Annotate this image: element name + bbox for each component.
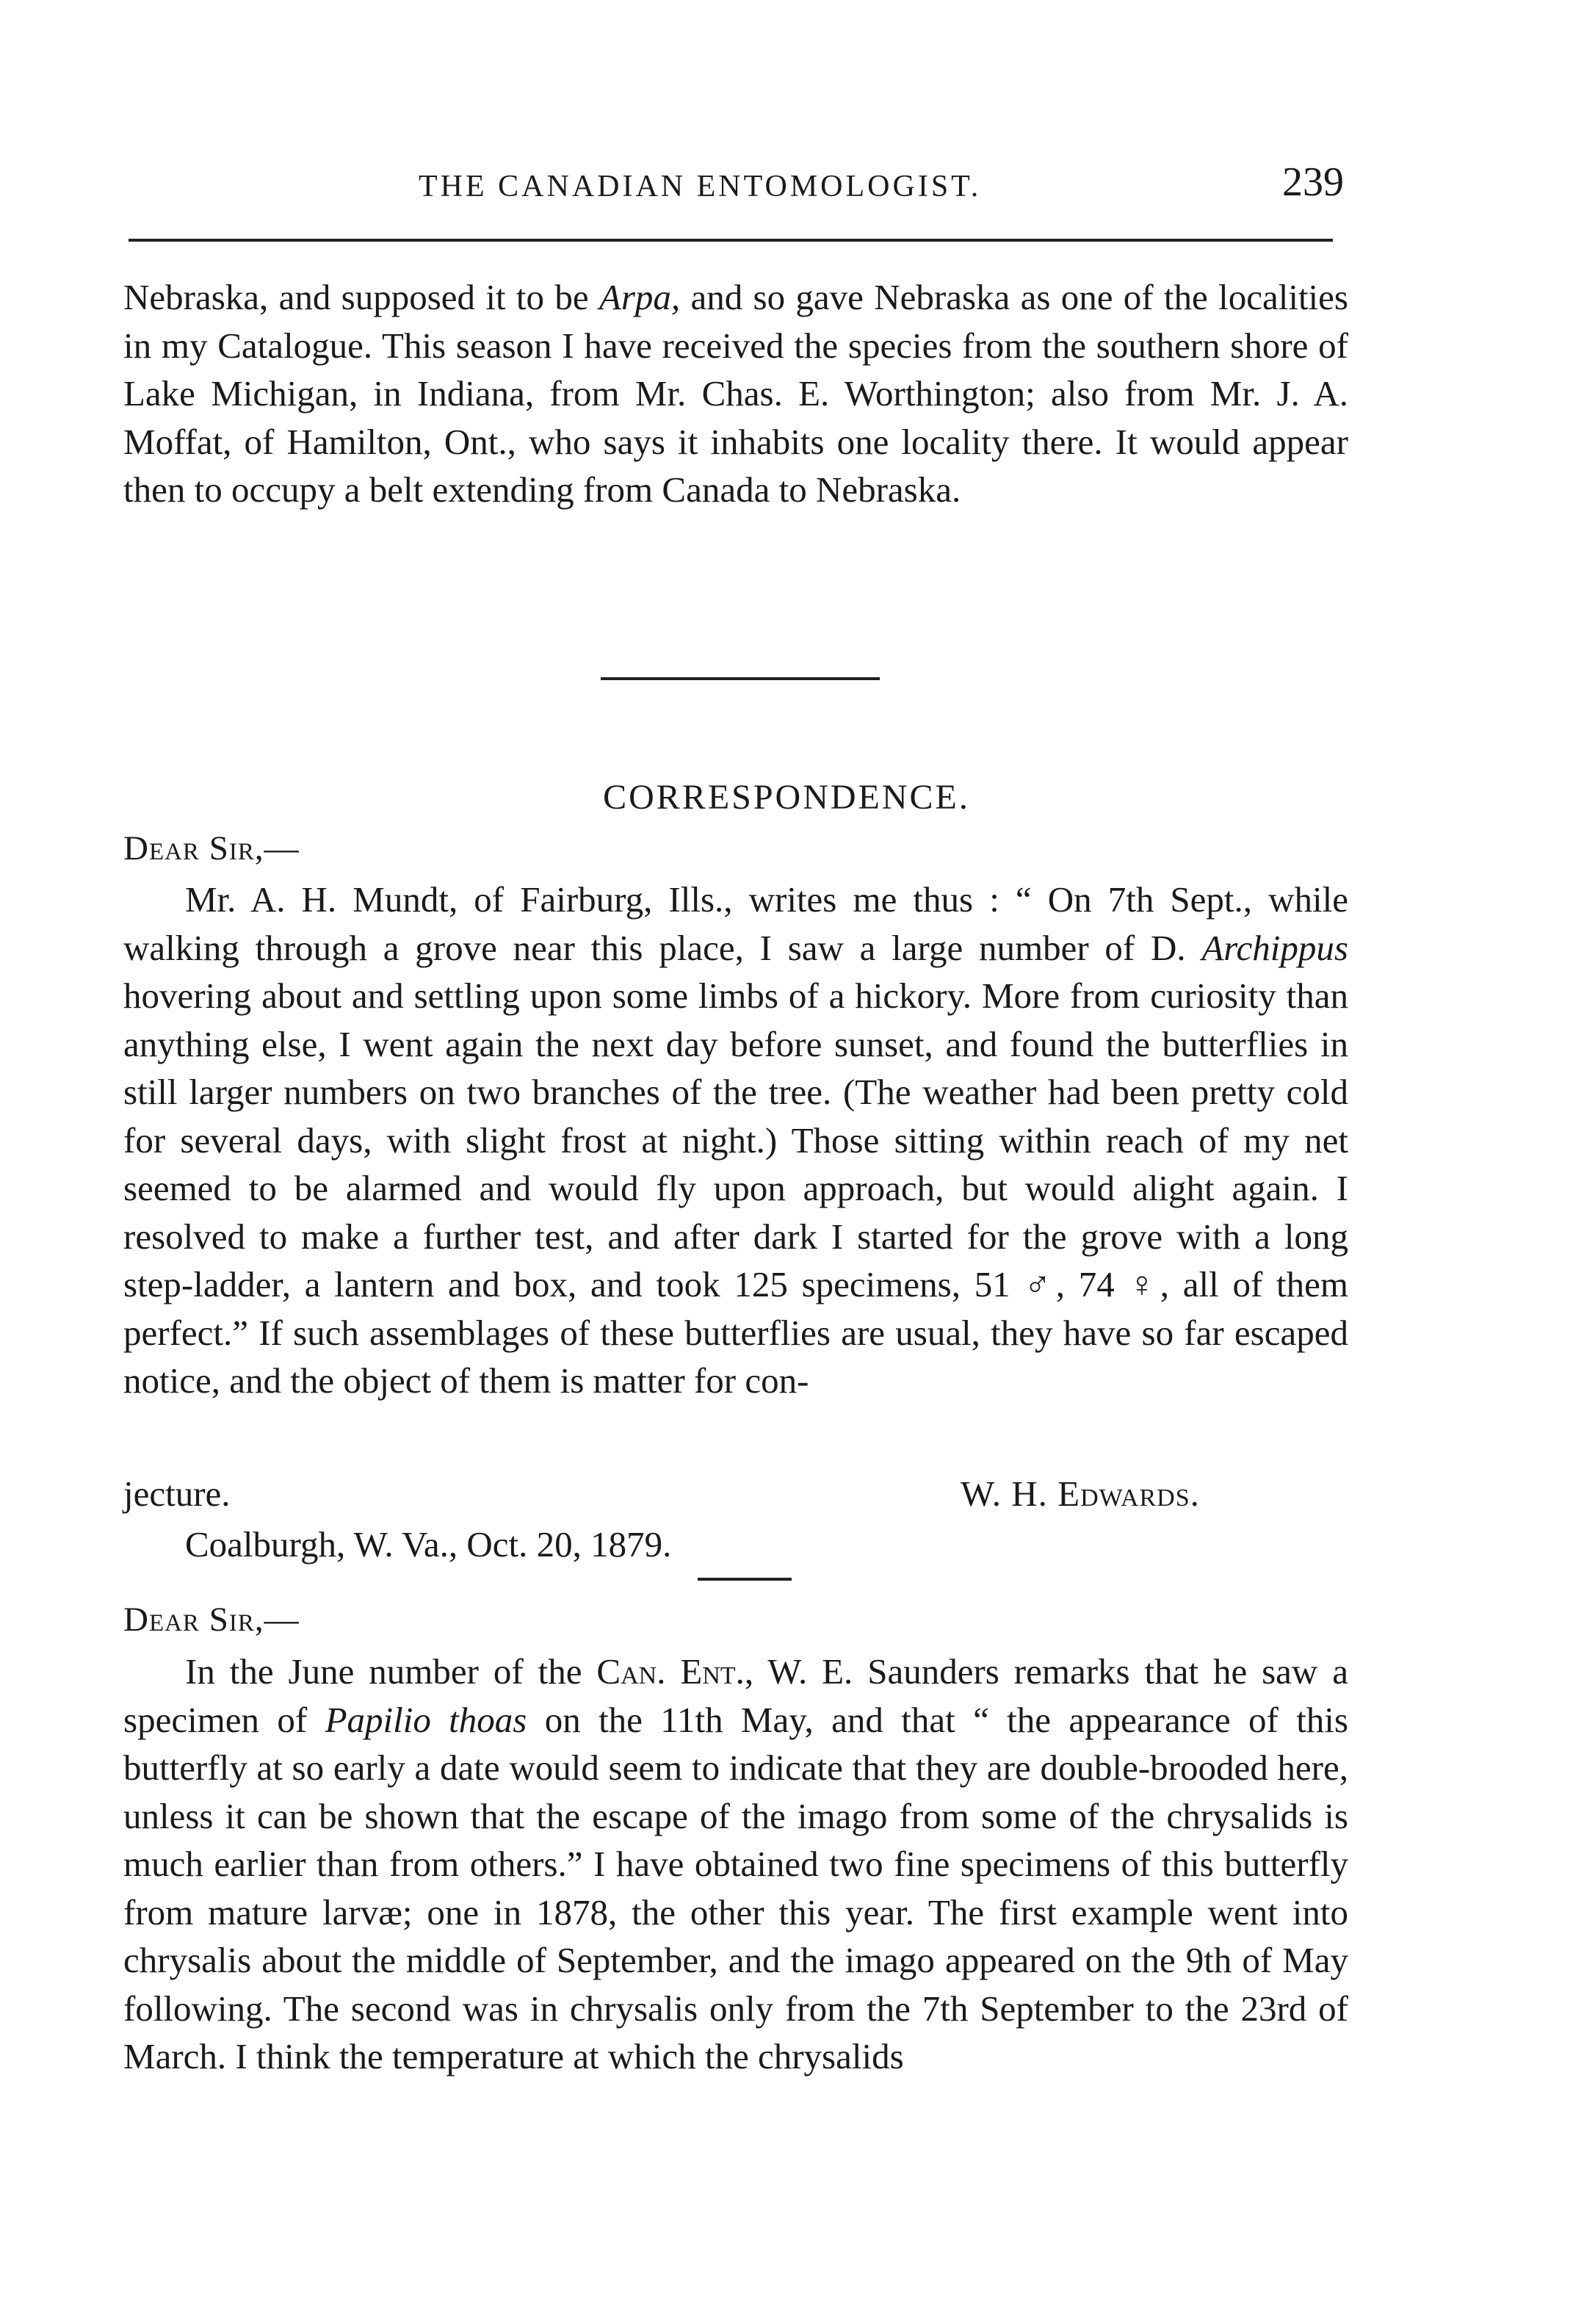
species-name: Arpa,	[599, 277, 681, 317]
section-divider	[601, 677, 880, 680]
letter-dateline: Coalburgh, W. Va., Oct. 20, 1879.	[185, 1524, 672, 1565]
journal-name: Can. Ent.	[596, 1651, 745, 1692]
section-heading: CORRESPONDENCE.	[603, 778, 970, 817]
letter-divider	[698, 1578, 792, 1581]
letter-closing	[123, 1473, 1348, 1521]
page-header	[125, 153, 1344, 219]
letter-salutation: Dear Sir,—	[123, 1601, 300, 1639]
letter-signature: W. H. Edwards.	[961, 1473, 1200, 1514]
species-name: Archippus	[1201, 927, 1348, 968]
letter-salutation: Dear Sir,—	[123, 829, 300, 867]
continued-paragraph: Nebraska, and supposed it to be Arpa, and so gave Nebraska as one of the localities in my Catalogue. This season I have received the species from the southern shore of Lake Michigan, in Indiana, from Mr. Chas. E. Worthington; also from Mr. J. A. Moffat, of Hamilton, Ont., who says it inhabits one locality there. It would appear then to occupy a belt extending from Canada to Nebraska.	[123, 277, 1348, 510]
species-name: Papilio thoas	[325, 1699, 527, 1740]
page-number: 239	[1282, 159, 1344, 205]
letter-body: Mr. A. H. Mundt, of Fairburg, Ills., writes me thus : “ On 7th Sept., while walking through a grove near this place, I saw a large number of D. Archippus hovering about and settling upon some limbs of a hickory. More from curiosity than anything else, I went again the next day before sunset, and found the butterflies in still larger numbers on two branches of the tree. (The weather had been pretty cold for several days, with slight frost at night.) Those sitting within reach of my net seemed to be alarmed and would fly upon approach, but would alight again. I resolved to make a further test, and after dark I started for the grove with a long step-ladder, a lantern and box, and took 125 specimens, 51 ♂, 74 ♀, all of them perfect.” If such assemblages of these butterflies are usual, they have so far escaped notice, and the object of them is matter for con-	[123, 879, 1348, 1401]
running-title: THE CANADIAN ENTOMOLOGIST.	[419, 170, 982, 203]
letter-body: In the June number of the Can. Ent., W. E. Saunders remarks that he saw a specimen of Papilio thoas on the 11th May, and that “ the appearance of this butterfly at so early a date would seem to indicate that they are double-brooded here, unless it can be shown that the escape of the imago from some of the chrysalids is much earlier than from others.” I have obtained two fine specimens of this butterfly from mature larvæ; one in 1878, the other this year. The first example went into chrysalis about the middle of September, and the imago appeared on the 9th of May following. The second was in chrysalis only from the 7th September to the 23rd of March. I think the temperature at which the chrysalids	[123, 1651, 1348, 2076]
header-rule	[129, 239, 1333, 242]
closing-word: jecture.	[123, 1473, 231, 1514]
